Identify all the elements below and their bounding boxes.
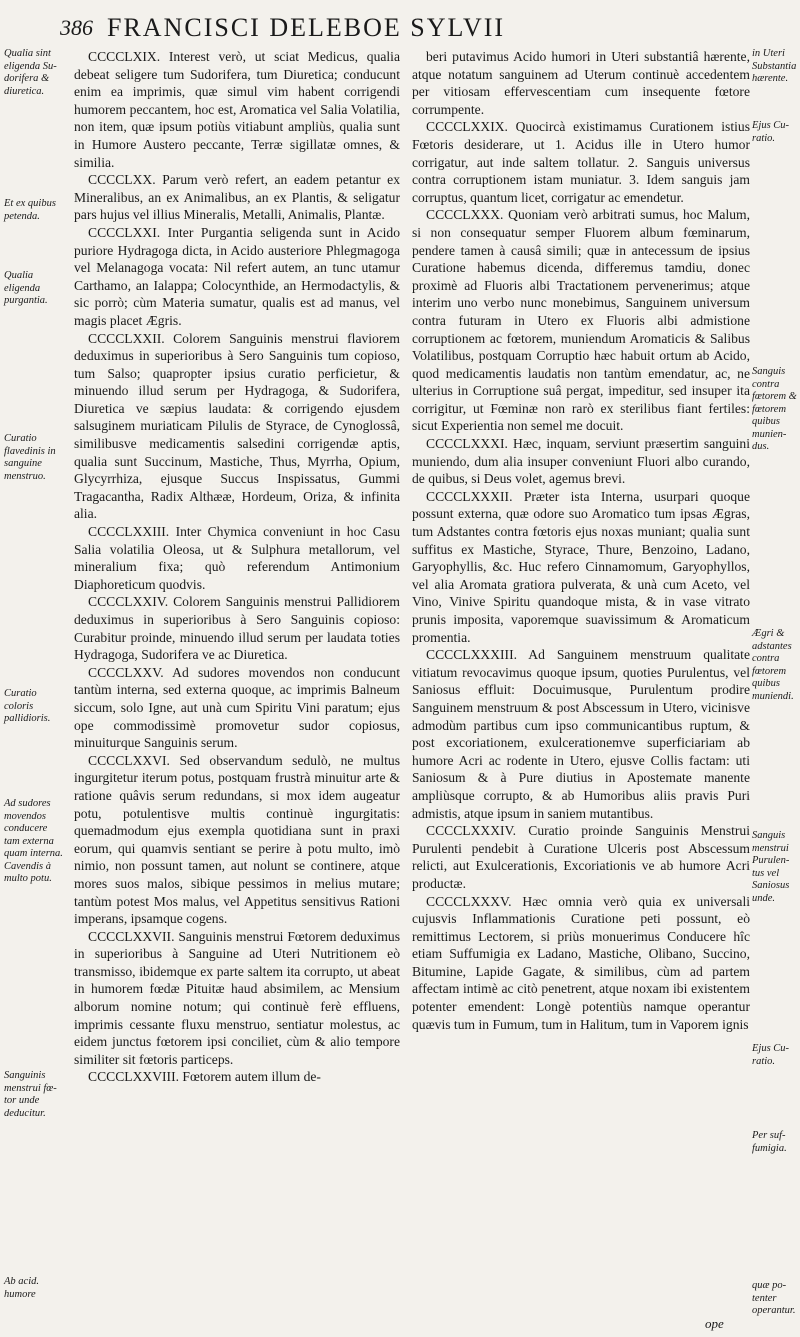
margin-note: in Uteri Substantia hærente. <box>752 48 797 84</box>
paragraph: CCCCLXXVIII. Fœtorem autem illum de- <box>88 1069 321 1085</box>
paragraph: CCCCLXXVI. Sed observandum sedulò, ne multus ingurgitetur iterum potus, postquam frustrà minuitur arte & ratione quâvis serum redundans, si mox idem augeatur potu, potulentisve multis continuè ingurgitatis: quemadmodum ejus exempla quotidiana sunt in praxi eorum, qui quamvis sentiant se perire à potu multo, imò nimio, non possunt tamen, aut nolunt se continere, atque mores suos malos, sibique pessimos in melius mutare; tantùm potest Mos malus, vel Appetitus sensitivus Rationi imperans, ipsamque cogens. <box>74 752 400 927</box>
margin-note: quæ potenter operantur. <box>752 1280 796 1316</box>
paragraph: CCCCLXXXIV. Curatio proinde Sanguinis Menstrui Purulenti pendebit à Curatione Ulceris post Abscessum relicti, aut Exulcerationis, Excoriationis ve ab humore Acri productæ. <box>412 823 750 891</box>
paragraph: CCCCLXXII. Colorem Sanguinis menstrui flaviorem deduximus in superioribus à Sero Sanguinis tum copioso, tum Salso; quapropter ipsius curatio perficietur, & minuendo illud serum per Hydragoga, & Sudorifera, Diuretica ve sæpius laudata: & corrigendo ejusdem salsuginem muriaticam Pilulis de Styrace, de Cynoglossâ, similibusve medicamentis salsedini corrigendæ aptis, qualia sunt Succinum, Mastiche, Thus, Myrrha, Opium, Glycyrrhiza, ejusque Succus Inspissatus, Gummi Tragacantha, Radix Althææ, Hordeum, Oriza, & infinita alia. <box>74 330 400 522</box>
margin-note: Ejus Curatio. <box>752 120 790 144</box>
paragraph: CCCCLXX. Parum verò refert, an eadem petantur ex Mineralibus, an ex Animalibus, an ex Plantis, & seligatur pars hujus vel illius Mineralis, Metalli, Animalis, Plantæ. <box>74 172 400 223</box>
paragraph: CCCCLXXXV. Hæc omnia verò quia ex universali cujusvis Inflammationis Curatione peti possunt, eò remittimus Lectorem, si priùs monuerimus Conducere hîc etiam Suffumigia ex Ladano, Mastiche, Olibano, Succino, Bitumine, Lapide Gagate, & similibus, cùm ad partem affectam intimè ac citò penetrent, atque noxam ibi existentem potenter emendent: Longè potentiùs namque operantur quævis tum in Fumum, tum in Halitum, tum in Vaporem ignis <box>412 893 750 1032</box>
margin-note: Sanguis menstrui Purulentus vel Saniosus unde. <box>752 830 790 904</box>
paragraph: CCCCLXXVII. Sanguinis menstrui Fœtorem deduximus in superioribus à Sanguine ad Uteri Nutritionem eò transmisso, ibidemque ex parte saltem ita corrupto, ut abeat in humorem fœdæ Pituitæ haud absimilem, ac Mensium alborum nomine notum; qui continuè ferè effluens, imprimis cessante fluxu menstruo, sentiatur molestus, ac eidem junctus fœtorem ipsi conciliet, cùm & alio tempore similiter sit fœtoris particeps. <box>74 928 400 1067</box>
left-text-column <box>74 48 400 1086</box>
margin-note: Ab acid. humore <box>4 1276 39 1300</box>
paragraph: CCCCLXXIX. Quocircà existimamus Curationem istius Fœtoris desiderare, ut 1. Acidus ille in Utero humor corrigatur, aut inde saltem tollatur. 2. Sanguis universus contra corruptionem istam muniatur. 3. Idem sanguis jam corruptus, quantum licet, corrigatur ac emendetur. <box>412 119 750 205</box>
paragraph: CCCCLXXV. Ad sudores movendos non conducunt tantùm interna, sed externa quoque, ac imprimis Balneum siccum, solo Igne, aut unà cum Spiritu Vini paratum; ejus ope commodissimè promovetur sudor copiosus, minuiturque Sanguinis serum. <box>74 664 400 751</box>
margin-note: Et ex quibus petenda. <box>4 198 56 222</box>
margin-note: Curatio flavedinis in sanguine menstruo. <box>4 433 56 482</box>
page-header <box>60 8 740 48</box>
margin-note: Sanguis contra fœtorem & fœtorem quibus muniendus. <box>752 366 797 452</box>
paragraph: CCCCLXXX. Quoniam verò arbitrati sumus, hoc Malum, si non consequatur semper Fluorem album fœminarum, pendere tamen à causâ simili; quæ in antecessum de ipsius Curatione habemus dicenda, differemus tamdiu, donec proximè ad Fluoris albi Tractationem pervenerimus; atque interim uno verbo nunc monebimus, Sanguinem universum contra futuram in Utero ex Fluoris albi admistione corruptionem ac fœtorem, muniendum Aromaticis & Salibus Volatilibus, postquam Corruptio hæc habuit ortum ab Acido, quod medicamentis laudatis non tantùm emendatur, ac, ne ulterius in Corruptione suâ pergat, impeditur, sed insuper ita corrigitur, ut Fœminæ non rarò ex sterilibus fiant fertiles: sicut Experientia non semel me docuit. <box>412 207 750 434</box>
paragraph: CCCCLXXXIII. Ad Sanguinem menstruum qualitate vitiatum revocavimus quoque ipsum, quoties Purulentus, vel Saniosus effluit: Docuimusque, Purulentum prodire Sanguinem menstruum & post Abscessum in Utero, vicinisve admodùm partibus cum ipso communicantibus ruptum, & post excoriationem, exulcerationemve superficiariam ab humore Acri ac rodente in Utero, ejusve Collis factam: uti Saniosum & à Pure diutius in Apostemate manente ampliùsque corrupto, & ab Humoribus aliis pravis Puri admistis, atque ipsum in saniem mutantibus. <box>412 647 750 821</box>
margin-note: Curatio coloris pallidioris. <box>4 688 51 724</box>
paragraph: CCCCLXXXII. Præter ista Interna, usurpari quoque possunt externa, quæ odore suo Aromatico tum ipsas Ægras, tum Adstantes contra fœtoris ejus noxas muniant; qualia sunt suffitus ex Mastiche, Styrace, Thure, Benzoino, Ladano, Garyophyllis, &c. Huc refero Cinnamomum, Garyophyllos, vel alia Aromata gratiora pulverata, & unà cum Aceto, vel Vino, Vinive Spiritu quandoque mista, & in vase vitrato prunis imposita, vaporemque suavissimum & Aromaticum promentia. <box>412 488 750 645</box>
margin-note: Qualia sint eligenda Sudorifera & diuretica. <box>4 48 57 97</box>
margin-note: Sanguinis menstrui fœtor unde deducitur. <box>4 1070 57 1119</box>
margin-note: Per suffumigia. <box>752 1130 787 1154</box>
margin-note: Qualia eligenda purgantia. <box>4 270 48 306</box>
right-text-column <box>412 48 750 1033</box>
running-title: FRANCISCI DELEBOE SYLVII <box>107 13 506 42</box>
paragraph: CCCCLXXXI. Hæc, inquam, serviunt præsertim sanguini muniendo, dum alia insuper conveniunt Fluori albo curando, de quibus, si Deus volet, agemus brevi. <box>412 436 750 487</box>
paragraph: CCCCLXXIII. Inter Chymica conveniunt in hoc Casu Salia volatilia Oleosa, ut & Sulphura metallorum, vel mineralium fixa; quò referendum Antimonium Diaphoreticum quodvis. <box>74 524 400 592</box>
paragraph: CCCCLXIX. Interest verò, ut sciat Medicus, qualia debeat seligere tum Sudorifera, tum Diuretica; conducunt enim ea imprimis, quæ simul vim habent corrigendi humorem peccantem, hoc est, Aromatica vel Salia Volatilia, non item, quæ ipsum potiùs vitiabunt ampliùs, qualia sunt in Humore Austero peccante, Terræ sigillatæ omnes, & similia. <box>74 49 400 170</box>
page-number: 386 <box>60 15 93 40</box>
margin-note: Ad sudores movendos conducere tam externa quam interna. Cavendis à multo potu. <box>4 798 63 884</box>
catchword: ope <box>705 1316 724 1331</box>
paragraph: CCCCLXXI. Inter Purgantia seligenda sunt in Acido puriore Hydragoga dicta, in Acido austeriore Phlegmagoga vel Melanagoga vocata: Nil refert autem, an tunc utamur Carthamo, an Ialappa; Colocynthide, an Hermodactylis, & sic porrò; cùm Materia sumatur, qualis est ad manus, vel magis placet Ægris. <box>74 224 400 328</box>
margin-note: Ejus Curatio. <box>752 1043 790 1067</box>
paragraph: beri putavimus Acido humori in Uteri substantiâ hærente, atque notatum sanguinem ad Uterum continuè accedentem per vitiosam effervescentiam cum insequente fœtore corrumpente. <box>412 49 750 117</box>
margin-note: Ægri & adstantes contra fœtorem quibus muniendi. <box>752 628 794 702</box>
paragraph: CCCCLXXIV. Colorem Sanguinis menstrui Pallidiorem deduximus in superioribus à Sero Sanguinis copioso: Curabitur proinde, minuendo illud serum per laudata toties Hydragoga, Sudorifera ve ac Diuretica. <box>74 594 400 663</box>
